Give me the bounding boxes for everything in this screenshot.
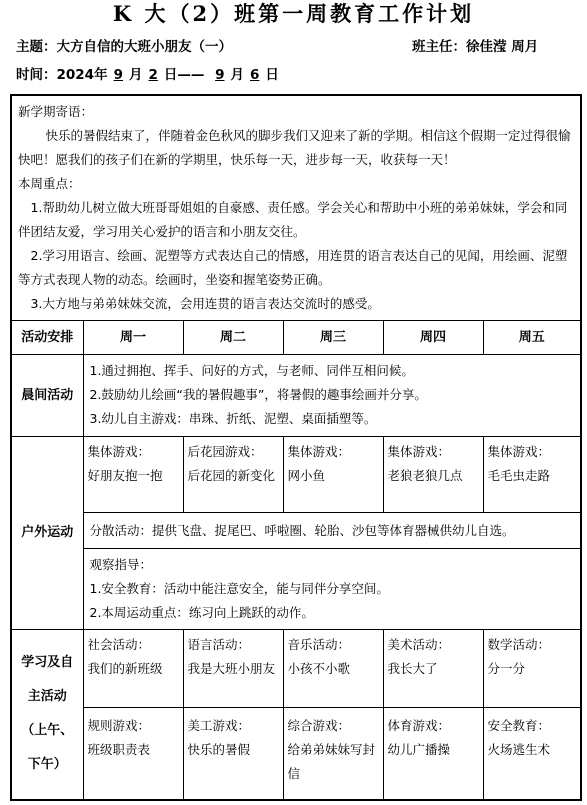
greeting-text: 快乐的暑假结束了，伴随着金色秋风的脚步我们又迎来了新的学期。相信这个假期一定过得很愉快吧！愿我们的孩子们在新的学期里，快乐每一天，进步每一天，收获每一天！: [18, 128, 571, 167]
morning-row: [11, 355, 581, 437]
learning-label: [11, 630, 83, 800]
learning-cell: [183, 708, 283, 800]
activity-type: 语言活动：: [187, 637, 251, 652]
game-name: 网小鱼: [287, 468, 326, 483]
focus-item: 1.帮助幼儿树立做大班哥哥姐姐的自豪感、责任感。学会关心和帮助中小班的弟弟妹妹，学会和同伴团结友爱，学习用关心爱护的语言和小朋友交往。: [18, 200, 568, 239]
learning-row-1: [11, 630, 581, 708]
activity-type: 美工游戏：: [187, 718, 251, 733]
learning-label-line: 学习及自: [21, 655, 74, 671]
start-month: 9: [113, 67, 123, 83]
activity-type: 美术活动：: [387, 637, 451, 652]
game-type: 集体游戏：: [87, 444, 151, 459]
date-range: [16, 64, 279, 86]
page-title: K 大（2）班第一周教育工作计划: [112, 1, 475, 26]
learning-cell: [383, 708, 483, 800]
learning-cell: [483, 630, 581, 708]
year-suffix: 年: [94, 67, 108, 83]
activity-type: 社会活动：: [87, 637, 151, 652]
end-month: 9: [215, 67, 225, 83]
game-type: 后花园游戏：: [187, 444, 263, 459]
day-header: 周五: [483, 321, 581, 355]
start-day: 2: [148, 67, 158, 83]
morning-label: 晨间活动: [11, 355, 83, 437]
observe-item: 1.安全教育：活动中能注意安全，能与同伴分享空间。: [89, 581, 389, 596]
activity-name: 给弟弟妹妹写封信: [287, 742, 376, 781]
year: 2024: [56, 67, 95, 83]
learning-cell: [383, 630, 483, 708]
learning-cell: [283, 630, 383, 708]
theme-label: 主题：: [16, 39, 57, 55]
teacher-value: 徐佳滢 周月: [466, 39, 539, 55]
activity-name: 幼儿广播操: [387, 742, 451, 757]
game-name: 后花园的新变化: [187, 468, 276, 483]
outdoor-games-row: [11, 437, 581, 513]
activity-type: 音乐活动：: [287, 637, 351, 652]
morning-content: [83, 355, 581, 437]
day-header: 周二: [183, 321, 283, 355]
teacher-info: [412, 36, 538, 58]
activity-name: 火场逃生术: [487, 742, 551, 757]
activity-type: 规则游戏：: [87, 718, 151, 733]
activity-type: 体育游戏：: [387, 718, 451, 733]
schedule-header-row: [11, 321, 581, 355]
focus-item: 3.大方地与弟弟妹妹交流，会用连贯的语言表达交流时的感受。: [30, 296, 380, 311]
day-header: 周四: [383, 321, 483, 355]
day-header: 周一: [83, 321, 183, 355]
morning-item: 3.幼儿自主游戏：串珠、折纸、泥塑、桌面插塑等。: [89, 411, 377, 426]
activity-type: 安全教育：: [487, 718, 551, 733]
activity-header: 活动安排: [11, 321, 83, 355]
game-type: 集体游戏：: [287, 444, 351, 459]
weekly-plan-table: [10, 94, 582, 801]
month-suffix: 月: [128, 67, 143, 83]
learning-cell: [483, 708, 581, 800]
theme-line: [16, 36, 584, 58]
activity-type: 数学活动：: [487, 637, 551, 652]
learning-cell: [183, 630, 283, 708]
outdoor-game-cell: [183, 437, 283, 513]
day-suffix: 日: [265, 67, 279, 83]
activity-type: 综合游戏：: [287, 718, 351, 733]
outdoor-scatter-row: [11, 513, 581, 549]
focus-label: 本周重点：: [18, 176, 81, 191]
learning-label-line: 主活动: [27, 689, 67, 705]
day-suffix: 日——: [163, 67, 210, 83]
activity-name: 我是大班小朋友: [187, 661, 276, 676]
time-label: 时间：: [16, 67, 57, 83]
activity-name: 我长大了: [387, 661, 438, 676]
game-name: 好朋友抱一抱: [87, 468, 163, 483]
outdoor-game-cell: [83, 437, 183, 513]
observe-label: 观察指导：: [89, 557, 153, 572]
focus-item: 2.学习用语言、绘画、泥塑等方式表达自己的情感，用连贯的语言表达自己的见闻，用绘画、泥塑等方式表现人物的动态。绘画时，坐姿和握笔姿势正确。: [18, 248, 568, 287]
morning-item: 1.通过拥抱、挥手、问好的方式，与老师、同伴互相问候。: [89, 363, 414, 378]
learning-cell: [83, 708, 183, 800]
game-type: 集体游戏：: [387, 444, 451, 459]
outdoor-game-cell: [483, 437, 581, 513]
morning-item: 2.鼓励幼儿绘画“我的暑假趣事”，将暑假的趣事绘画并分享。: [89, 387, 427, 402]
learning-cell: [283, 708, 383, 800]
learning-label-line: 下午）: [27, 757, 67, 773]
outdoor-label: 户外运动: [11, 437, 83, 630]
learning-label-line: （上午、: [21, 723, 74, 739]
learning-row-2: [11, 708, 581, 800]
teacher-label: 班主任：: [412, 39, 466, 55]
game-type: 集体游戏：: [487, 444, 551, 459]
outdoor-game-cell: [283, 437, 383, 513]
intro-section: [11, 95, 581, 321]
learning-cell: [83, 630, 183, 708]
activity-name: 小孩不小歌: [287, 661, 351, 676]
activity-name: 我们的新班级: [87, 661, 163, 676]
activity-name: 快乐的暑假: [187, 742, 251, 757]
theme-value: 大方自信的大班小朋友（一）: [56, 39, 232, 55]
end-day: 6: [250, 67, 260, 83]
day-header: 周三: [283, 321, 383, 355]
outdoor-observe-row: [11, 549, 581, 630]
activity-name: 分一分: [487, 661, 526, 676]
outdoor-game-cell: [383, 437, 483, 513]
observe-guidance: [83, 549, 581, 630]
activity-name: 班级职责表: [87, 742, 151, 757]
game-name: 老狼老狼几点: [387, 468, 463, 483]
scatter-activity: 分散活动：提供飞盘、捉尾巴、呼啦圈、轮胎、沙包等体育器械供幼儿自选。: [83, 513, 581, 549]
month-suffix: 月: [230, 67, 244, 83]
observe-item: 2.本周运动重点：练习向上跳跃的动作。: [89, 605, 314, 620]
game-name: 毛毛虫走路: [487, 468, 551, 483]
greeting-label: 新学期寄语：: [18, 104, 94, 119]
